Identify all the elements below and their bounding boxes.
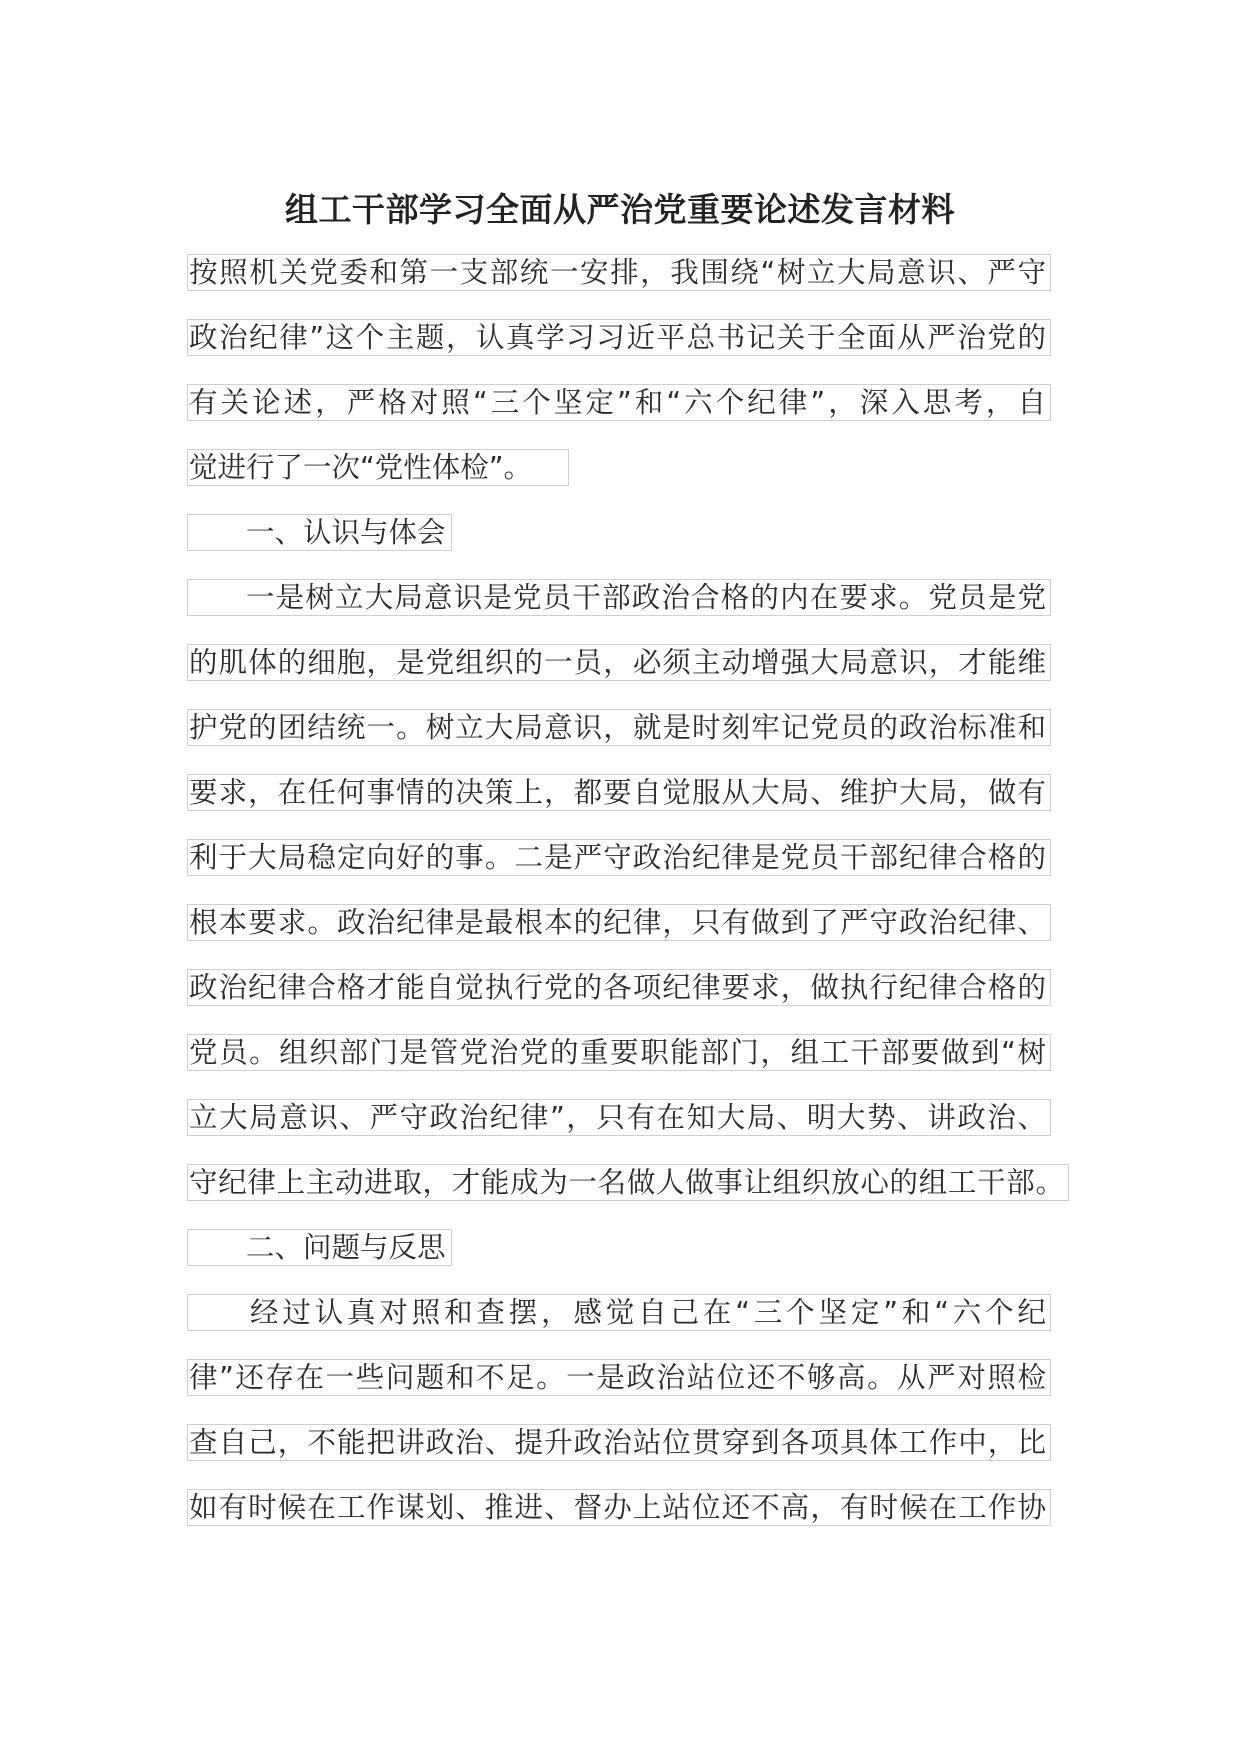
text-line: 党员。组织部门是管党治党的重要职能部门，组工干部要做到“树 — [187, 1034, 1051, 1071]
text-line: 经过认真对照和查摆，感觉自己在“三个坚定”和“六个纪 — [187, 1294, 1051, 1331]
text-line: 觉进行了一次“党性体检”。 — [187, 449, 569, 486]
text-line: 查自己，不能把讲政治、提升政治站位贯穿到各项具体工作中，比 — [187, 1424, 1051, 1461]
text-line: 政治纪律合格才能自觉执行党的各项纪律要求，做执行纪律合格的 — [187, 969, 1051, 1006]
section-heading: 一、认识与体会 — [187, 514, 452, 551]
text-line: 按照机关党委和第一支部统一安排，我围绕“树立大局意识、严守 — [187, 254, 1051, 291]
text-line: 的肌体的细胞，是党组织的一员，必须主动增强大局意识，才能维 — [187, 644, 1051, 681]
text-line: 一是树立大局意识是党员干部政治合格的内在要求。党员是党 — [187, 579, 1051, 616]
text-line: 要求，在任何事情的决策上，都要自觉服从大局、维护大局，做有 — [187, 774, 1051, 811]
text-line: 根本要求。政治纪律是最根本的纪律，只有做到了严守政治纪律、 — [187, 904, 1051, 941]
text-line: 如有时候在工作谋划、推进、督办上站位还不高，有时候在工作协 — [187, 1489, 1051, 1526]
text-line: 护党的团结统一。树立大局意识，就是时刻牢记党员的政治标准和 — [187, 709, 1051, 746]
text-line: 立大局意识、严守政治纪律”，只有在知大局、明大势、讲政治、 — [187, 1099, 1051, 1136]
text-line: 律”还存在一些问题和不足。一是政治站位还不够高。从严对照检 — [187, 1359, 1051, 1396]
document-title: 组工干部学习全面从严治党重要论述发言材料 — [285, 190, 955, 229]
text-line: 守纪律上主动进取，才能成为一名做人做事让组织放心的组工干部。 — [187, 1164, 1069, 1201]
text-line: 利于大局稳定向好的事。二是严守政治纪律是党员干部纪律合格的 — [187, 839, 1051, 876]
section-heading: 二、问题与反思 — [187, 1229, 452, 1266]
text-line: 有关论述，严格对照“三个坚定”和“六个纪律”，深入思考，自 — [189, 386, 1050, 419]
text-line: 政治纪律”这个主题，认真学习习近平总书记关于全面从严治党的 — [187, 319, 1051, 356]
